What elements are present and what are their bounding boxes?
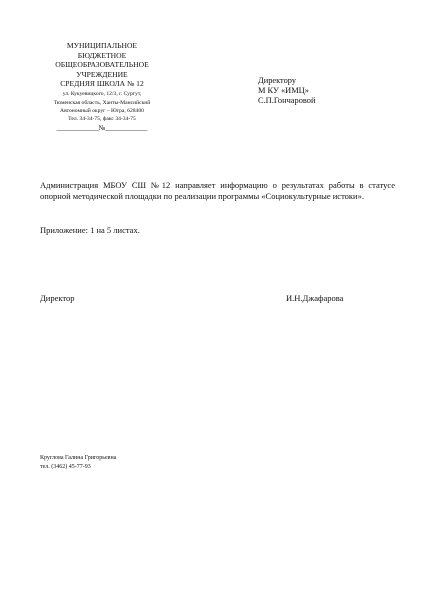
sender-region-line2: Автономный округ – Югра, 628400 <box>60 107 144 114</box>
sender-org-line: СРЕДНЯЯ ШКОЛА № 12 <box>60 79 144 89</box>
recipient-line: М КУ «ИМЦ» <box>258 86 309 95</box>
sender-address: ул. Кукуевицкого, 12/3, г. Сургут, <box>62 90 142 97</box>
signature-name: И.Н.Джафарова <box>286 293 344 303</box>
attachment-note: Приложение: 1 на 5 листах. <box>40 225 140 235</box>
letter-body-paragraph: Администрация МБОУ СШ №12 направляет информацию о результатах работы в статусе опорной методической площадки по реализации программы «Социокультурные истоки». <box>40 180 395 201</box>
sender-org-line: МУНИЦИПАЛЬНОЕ <box>66 41 138 50</box>
recipient-block <box>258 76 315 106</box>
sender-org-line: БЮДЖЕТНОЕ <box>77 50 127 60</box>
sender-org-line: УЧРЕЖДЕНИЕ <box>76 69 128 79</box>
sender-reg-number: ____________№____________ <box>56 123 148 132</box>
executor-phone: тел. (3462) 45-77-93 <box>40 463 91 470</box>
sender-region-line1: Тюменская область, Ханты-Мансийский <box>53 99 151 106</box>
sender-block <box>38 41 166 132</box>
sender-phone: Тел. 34-34-75, факс 34-34-75 <box>68 115 136 122</box>
executor-name: Круглова Галина Григорьевна <box>40 455 117 461</box>
executor-block <box>40 454 116 471</box>
recipient-line: Директору <box>258 76 297 85</box>
sender-org-line: ОБЩЕОБРАЗОВАТЕЛЬНОЕ <box>55 60 149 70</box>
signature-position: Директор <box>40 293 75 303</box>
recipient-line: С.П.Гончаровой <box>258 96 316 105</box>
